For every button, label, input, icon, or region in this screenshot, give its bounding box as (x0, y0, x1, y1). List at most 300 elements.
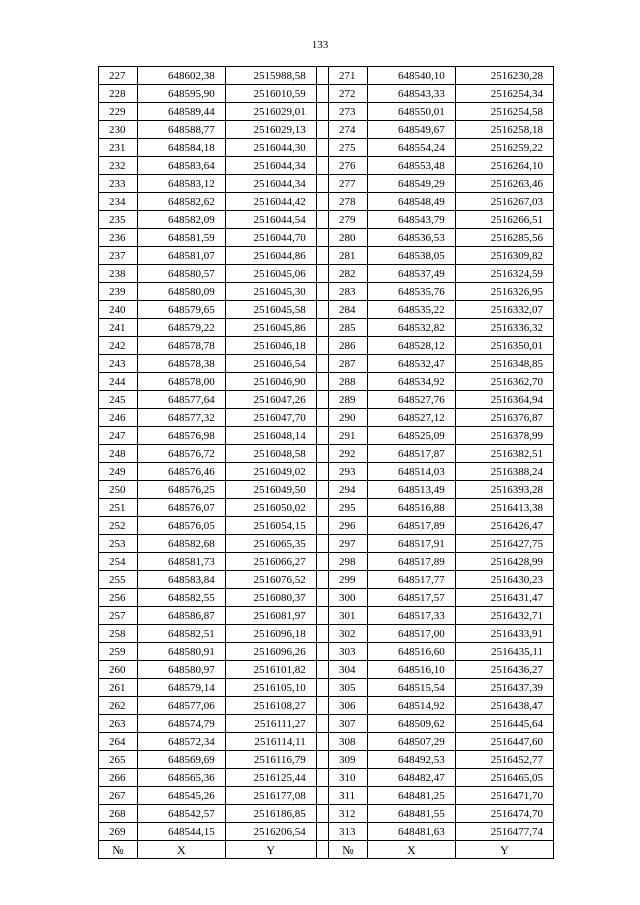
left-y-coordinate: 2516050,02 (225, 499, 316, 517)
left-y-header: Y (225, 841, 316, 859)
left-x-coordinate: 648542,57 (137, 805, 225, 823)
left-x-coordinate: 648581,73 (137, 553, 225, 571)
table-row (99, 211, 554, 229)
right-point-number: 297 (329, 535, 368, 553)
left-point-number: 235 (99, 211, 138, 229)
left-x-coordinate: 648584,18 (137, 139, 225, 157)
left-y-coordinate: 2516080,37 (225, 589, 316, 607)
left-y-coordinate: 2516044,54 (225, 211, 316, 229)
left-y-coordinate: 2516096,26 (225, 643, 316, 661)
left-y-coordinate: 2516044,34 (225, 157, 316, 175)
left-point-number: 263 (99, 715, 138, 733)
table-row (99, 445, 554, 463)
right-y-coordinate: 2516447,60 (455, 733, 553, 751)
table-row (99, 193, 554, 211)
left-point-number: 250 (99, 481, 138, 499)
right-y-coordinate: 2516433,91 (455, 625, 553, 643)
right-point-number: 273 (329, 103, 368, 121)
left-x-coordinate: 648579,22 (137, 319, 225, 337)
table-row (99, 463, 554, 481)
left-x-coordinate: 648583,84 (137, 571, 225, 589)
left-x-coordinate: 648579,14 (137, 679, 225, 697)
right-x-coordinate: 648543,33 (367, 85, 455, 103)
column-gap (316, 337, 328, 355)
left-point-number: 268 (99, 805, 138, 823)
right-y-coordinate: 2516309,82 (455, 247, 553, 265)
column-gap (316, 823, 328, 841)
column-gap (316, 571, 328, 589)
column-gap (316, 499, 328, 517)
left-y-coordinate: 2516049,02 (225, 463, 316, 481)
left-number-header: № (99, 841, 138, 859)
left-y-coordinate: 2516046,90 (225, 373, 316, 391)
left-point-number: 255 (99, 571, 138, 589)
right-point-number: 296 (329, 517, 368, 535)
left-point-number: 231 (99, 139, 138, 157)
right-x-coordinate: 648536,53 (367, 229, 455, 247)
left-y-coordinate: 2516029,13 (225, 121, 316, 139)
table-row (99, 805, 554, 823)
left-point-number: 227 (99, 67, 138, 85)
right-y-coordinate: 2516258,18 (455, 121, 553, 139)
table-row (99, 733, 554, 751)
left-x-coordinate: 648576,72 (137, 445, 225, 463)
right-x-coordinate: 648516,60 (367, 643, 455, 661)
left-point-number: 254 (99, 553, 138, 571)
left-x-coordinate: 648582,55 (137, 589, 225, 607)
right-point-number: 295 (329, 499, 368, 517)
left-point-number: 256 (99, 589, 138, 607)
column-gap (316, 481, 328, 499)
right-x-coordinate: 648549,29 (367, 175, 455, 193)
left-point-number: 258 (99, 625, 138, 643)
left-point-number: 241 (99, 319, 138, 337)
right-point-number: 309 (329, 751, 368, 769)
right-x-coordinate: 648492,53 (367, 751, 455, 769)
right-x-coordinate: 648517,33 (367, 607, 455, 625)
page-number: 133 (311, 39, 329, 51)
right-x-coordinate: 648525,09 (367, 427, 455, 445)
right-x-coordinate: 648527,76 (367, 391, 455, 409)
right-point-number: 279 (329, 211, 368, 229)
left-point-number: 261 (99, 679, 138, 697)
right-y-coordinate: 2516364,94 (455, 391, 553, 409)
column-gap (316, 427, 328, 445)
table-row (99, 553, 554, 571)
left-point-number: 269 (99, 823, 138, 841)
left-point-number: 236 (99, 229, 138, 247)
column-gap (316, 247, 328, 265)
right-x-coordinate: 648481,55 (367, 805, 455, 823)
table-row (99, 679, 554, 697)
right-y-coordinate: 2516348,85 (455, 355, 553, 373)
table-row (99, 535, 554, 553)
right-x-coordinate: 648481,63 (367, 823, 455, 841)
right-x-coordinate: 648482,47 (367, 769, 455, 787)
left-y-coordinate: 2516096,18 (225, 625, 316, 643)
column-gap (316, 301, 328, 319)
right-point-number: 310 (329, 769, 368, 787)
table-row (99, 661, 554, 679)
right-x-coordinate: 648509,62 (367, 715, 455, 733)
left-x-coordinate: 648576,98 (137, 427, 225, 445)
left-x-coordinate: 648595,90 (137, 85, 225, 103)
left-x-coordinate: 648572,34 (137, 733, 225, 751)
left-x-coordinate: 648583,12 (137, 175, 225, 193)
right-y-coordinate: 2516332,07 (455, 301, 553, 319)
right-point-number: 303 (329, 643, 368, 661)
left-x-coordinate: 648580,57 (137, 265, 225, 283)
left-point-number: 229 (99, 103, 138, 121)
table-row (99, 337, 554, 355)
left-x-coordinate: 648602,38 (137, 67, 225, 85)
left-x-coordinate: 648581,59 (137, 229, 225, 247)
left-point-number: 248 (99, 445, 138, 463)
right-y-coordinate: 2516326,95 (455, 283, 553, 301)
right-y-coordinate: 2516430,23 (455, 571, 553, 589)
left-y-coordinate: 2516111,27 (225, 715, 316, 733)
left-x-coordinate: 648544,15 (137, 823, 225, 841)
table-row (99, 715, 554, 733)
left-x-coordinate: 648582,09 (137, 211, 225, 229)
left-point-number: 244 (99, 373, 138, 391)
right-point-number: 272 (329, 85, 368, 103)
left-point-number: 232 (99, 157, 138, 175)
column-gap (316, 85, 328, 103)
right-y-coordinate: 2516266,51 (455, 211, 553, 229)
column-gap (316, 661, 328, 679)
column-gap (316, 751, 328, 769)
right-point-number: 285 (329, 319, 368, 337)
right-y-coordinate: 2516254,34 (455, 85, 553, 103)
column-gap (316, 607, 328, 625)
right-point-number: 299 (329, 571, 368, 589)
left-y-coordinate: 2516081,97 (225, 607, 316, 625)
right-x-coordinate: 648553,48 (367, 157, 455, 175)
left-y-coordinate: 2516186,85 (225, 805, 316, 823)
column-gap (316, 283, 328, 301)
right-point-number: 313 (329, 823, 368, 841)
right-point-number: 311 (329, 787, 368, 805)
column-gap (316, 409, 328, 427)
column-gap (316, 805, 328, 823)
column-gap (316, 391, 328, 409)
left-x-coordinate: 648582,62 (137, 193, 225, 211)
right-point-number: 306 (329, 697, 368, 715)
table-row (99, 499, 554, 517)
right-point-number: 281 (329, 247, 368, 265)
left-point-number: 234 (99, 193, 138, 211)
column-gap (316, 103, 328, 121)
table-row (99, 157, 554, 175)
column-gap (316, 625, 328, 643)
left-y-coordinate: 2516065,35 (225, 535, 316, 553)
right-x-coordinate: 648516,10 (367, 661, 455, 679)
left-y-coordinate: 2516046,18 (225, 337, 316, 355)
column-gap (316, 373, 328, 391)
right-y-coordinate: 2516254,58 (455, 103, 553, 121)
table-row (99, 481, 554, 499)
right-y-coordinate: 2516388,24 (455, 463, 553, 481)
table-row (99, 769, 554, 787)
right-x-coordinate: 648516,88 (367, 499, 455, 517)
left-y-coordinate: 2516045,58 (225, 301, 316, 319)
left-y-coordinate: 2516105,10 (225, 679, 316, 697)
right-x-coordinate: 648549,67 (367, 121, 455, 139)
right-x-coordinate: 648528,12 (367, 337, 455, 355)
right-x-coordinate: 648517,77 (367, 571, 455, 589)
right-y-coordinate: 2516436,27 (455, 661, 553, 679)
right-y-coordinate: 2516413,38 (455, 499, 553, 517)
left-y-coordinate: 2516010,59 (225, 85, 316, 103)
left-y-coordinate: 2516045,86 (225, 319, 316, 337)
right-point-number: 292 (329, 445, 368, 463)
left-point-number: 252 (99, 517, 138, 535)
right-y-coordinate: 2516435,11 (455, 643, 553, 661)
left-x-coordinate: 648574,79 (137, 715, 225, 733)
left-y-coordinate: 2516047,26 (225, 391, 316, 409)
left-y-coordinate: 2516044,34 (225, 175, 316, 193)
right-x-coordinate: 648514,03 (367, 463, 455, 481)
right-x-coordinate: 648517,87 (367, 445, 455, 463)
right-y-coordinate: 2516382,51 (455, 445, 553, 463)
right-number-header: № (329, 841, 368, 859)
right-y-coordinate: 2516324,59 (455, 265, 553, 283)
left-x-coordinate: 648578,78 (137, 337, 225, 355)
table-row (99, 589, 554, 607)
left-x-coordinate: 648576,05 (137, 517, 225, 535)
right-x-coordinate: 648507,29 (367, 733, 455, 751)
left-point-number: 266 (99, 769, 138, 787)
left-point-number: 243 (99, 355, 138, 373)
left-x-coordinate: 648580,91 (137, 643, 225, 661)
left-y-coordinate: 2516048,58 (225, 445, 316, 463)
left-x-coordinate: 648583,64 (137, 157, 225, 175)
column-gap (316, 139, 328, 157)
left-point-number: 267 (99, 787, 138, 805)
right-point-number: 280 (329, 229, 368, 247)
right-point-number: 276 (329, 157, 368, 175)
right-y-coordinate: 2516350,01 (455, 337, 553, 355)
column-gap (316, 715, 328, 733)
table-row (99, 409, 554, 427)
left-x-coordinate: 648576,25 (137, 481, 225, 499)
column-gap (316, 193, 328, 211)
left-point-number: 251 (99, 499, 138, 517)
right-x-coordinate: 648550,01 (367, 103, 455, 121)
left-y-coordinate: 2516048,14 (225, 427, 316, 445)
right-x-header: X (367, 841, 455, 859)
table-row (99, 265, 554, 283)
table-row (99, 391, 554, 409)
right-point-number: 305 (329, 679, 368, 697)
table-row (99, 607, 554, 625)
table-row (99, 283, 554, 301)
right-x-coordinate: 648517,00 (367, 625, 455, 643)
table-row (99, 85, 554, 103)
left-y-coordinate: 2516047,70 (225, 409, 316, 427)
right-point-number: 286 (329, 337, 368, 355)
right-x-coordinate: 648548,49 (367, 193, 455, 211)
right-y-coordinate: 2516285,56 (455, 229, 553, 247)
column-gap (316, 787, 328, 805)
left-y-coordinate: 2516116,79 (225, 751, 316, 769)
left-y-coordinate: 2516101,82 (225, 661, 316, 679)
column-gap (316, 841, 328, 859)
left-point-number: 247 (99, 427, 138, 445)
right-y-coordinate: 2516230,28 (455, 67, 553, 85)
left-x-coordinate: 648578,00 (137, 373, 225, 391)
table-row (99, 823, 554, 841)
left-y-coordinate: 2516054,15 (225, 517, 316, 535)
right-x-coordinate: 648517,57 (367, 589, 455, 607)
column-gap (316, 589, 328, 607)
left-x-coordinate: 648582,51 (137, 625, 225, 643)
right-point-number: 304 (329, 661, 368, 679)
left-point-number: 239 (99, 283, 138, 301)
left-y-coordinate: 2516066,27 (225, 553, 316, 571)
left-x-coordinate: 648588,77 (137, 121, 225, 139)
right-point-number: 282 (329, 265, 368, 283)
table-row (99, 121, 554, 139)
right-y-coordinate: 2516445,64 (455, 715, 553, 733)
table-footer-row (99, 841, 554, 859)
right-point-number: 284 (329, 301, 368, 319)
right-x-coordinate: 648540,10 (367, 67, 455, 85)
right-point-number: 287 (329, 355, 368, 373)
left-point-number: 253 (99, 535, 138, 553)
right-y-coordinate: 2516432,71 (455, 607, 553, 625)
left-x-coordinate: 648545,26 (137, 787, 225, 805)
left-x-coordinate: 648565,36 (137, 769, 225, 787)
left-y-coordinate: 2516044,30 (225, 139, 316, 157)
column-gap (316, 121, 328, 139)
table-row (99, 373, 554, 391)
right-y-coordinate: 2516259,22 (455, 139, 553, 157)
right-x-coordinate: 648527,12 (367, 409, 455, 427)
right-x-coordinate: 648513,49 (367, 481, 455, 499)
column-gap (316, 463, 328, 481)
right-y-coordinate: 2516393,28 (455, 481, 553, 499)
right-x-coordinate: 648554,24 (367, 139, 455, 157)
right-y-coordinate: 2516264,10 (455, 157, 553, 175)
right-y-coordinate: 2516471,70 (455, 787, 553, 805)
right-point-number: 298 (329, 553, 368, 571)
left-x-coordinate: 648580,09 (137, 283, 225, 301)
left-point-number: 249 (99, 463, 138, 481)
right-point-number: 274 (329, 121, 368, 139)
table-row (99, 67, 554, 85)
left-y-coordinate: 2516049,50 (225, 481, 316, 499)
table-row (99, 175, 554, 193)
right-point-number: 289 (329, 391, 368, 409)
left-y-coordinate: 2516046,54 (225, 355, 316, 373)
right-point-number: 293 (329, 463, 368, 481)
column-gap (316, 175, 328, 193)
table-row (99, 625, 554, 643)
right-x-coordinate: 648514,92 (367, 697, 455, 715)
right-y-coordinate: 2516465,05 (455, 769, 553, 787)
left-point-number: 228 (99, 85, 138, 103)
left-y-coordinate: 2516125,44 (225, 769, 316, 787)
right-x-coordinate: 648535,22 (367, 301, 455, 319)
right-point-number: 290 (329, 409, 368, 427)
left-x-coordinate: 648580,97 (137, 661, 225, 679)
left-y-coordinate: 2516044,86 (225, 247, 316, 265)
left-x-coordinate: 648569,69 (137, 751, 225, 769)
left-point-number: 238 (99, 265, 138, 283)
right-point-number: 308 (329, 733, 368, 751)
table-row (99, 643, 554, 661)
left-y-coordinate: 2515988,58 (225, 67, 316, 85)
left-point-number: 237 (99, 247, 138, 265)
left-point-number: 240 (99, 301, 138, 319)
right-point-number: 300 (329, 589, 368, 607)
left-x-coordinate: 648576,46 (137, 463, 225, 481)
left-x-coordinate: 648577,64 (137, 391, 225, 409)
right-point-number: 277 (329, 175, 368, 193)
right-x-coordinate: 648534,92 (367, 373, 455, 391)
coordinates-table (98, 66, 554, 859)
left-y-coordinate: 2516044,70 (225, 229, 316, 247)
table-row (99, 247, 554, 265)
column-gap (316, 553, 328, 571)
right-x-coordinate: 648537,49 (367, 265, 455, 283)
table-row (99, 301, 554, 319)
left-x-coordinate: 648577,32 (137, 409, 225, 427)
left-point-number: 265 (99, 751, 138, 769)
right-point-number: 294 (329, 481, 368, 499)
right-x-coordinate: 648538,05 (367, 247, 455, 265)
right-y-header: Y (455, 841, 553, 859)
table-row (99, 103, 554, 121)
table-row (99, 787, 554, 805)
right-point-number: 271 (329, 67, 368, 85)
right-point-number: 283 (329, 283, 368, 301)
left-x-coordinate: 648582,68 (137, 535, 225, 553)
column-gap (316, 517, 328, 535)
right-y-coordinate: 2516362,70 (455, 373, 553, 391)
left-y-coordinate: 2516045,30 (225, 283, 316, 301)
right-point-number: 291 (329, 427, 368, 445)
left-y-coordinate: 2516044,42 (225, 193, 316, 211)
right-point-number: 275 (329, 139, 368, 157)
right-x-coordinate: 648532,47 (367, 355, 455, 373)
left-point-number: 233 (99, 175, 138, 193)
right-y-coordinate: 2516431,47 (455, 589, 553, 607)
right-point-number: 301 (329, 607, 368, 625)
table-row (99, 697, 554, 715)
column-gap (316, 445, 328, 463)
left-point-number: 259 (99, 643, 138, 661)
right-y-coordinate: 2516477,74 (455, 823, 553, 841)
left-point-number: 245 (99, 391, 138, 409)
left-point-number: 264 (99, 733, 138, 751)
right-point-number: 278 (329, 193, 368, 211)
table-row (99, 571, 554, 589)
right-x-coordinate: 648532,82 (367, 319, 455, 337)
column-gap (316, 229, 328, 247)
column-gap (316, 535, 328, 553)
table-row (99, 319, 554, 337)
column-gap (316, 67, 328, 85)
right-point-number: 307 (329, 715, 368, 733)
table-row (99, 229, 554, 247)
left-x-coordinate: 648581,07 (137, 247, 225, 265)
column-gap (316, 265, 328, 283)
left-x-coordinate: 648578,38 (137, 355, 225, 373)
right-y-coordinate: 2516336,32 (455, 319, 553, 337)
